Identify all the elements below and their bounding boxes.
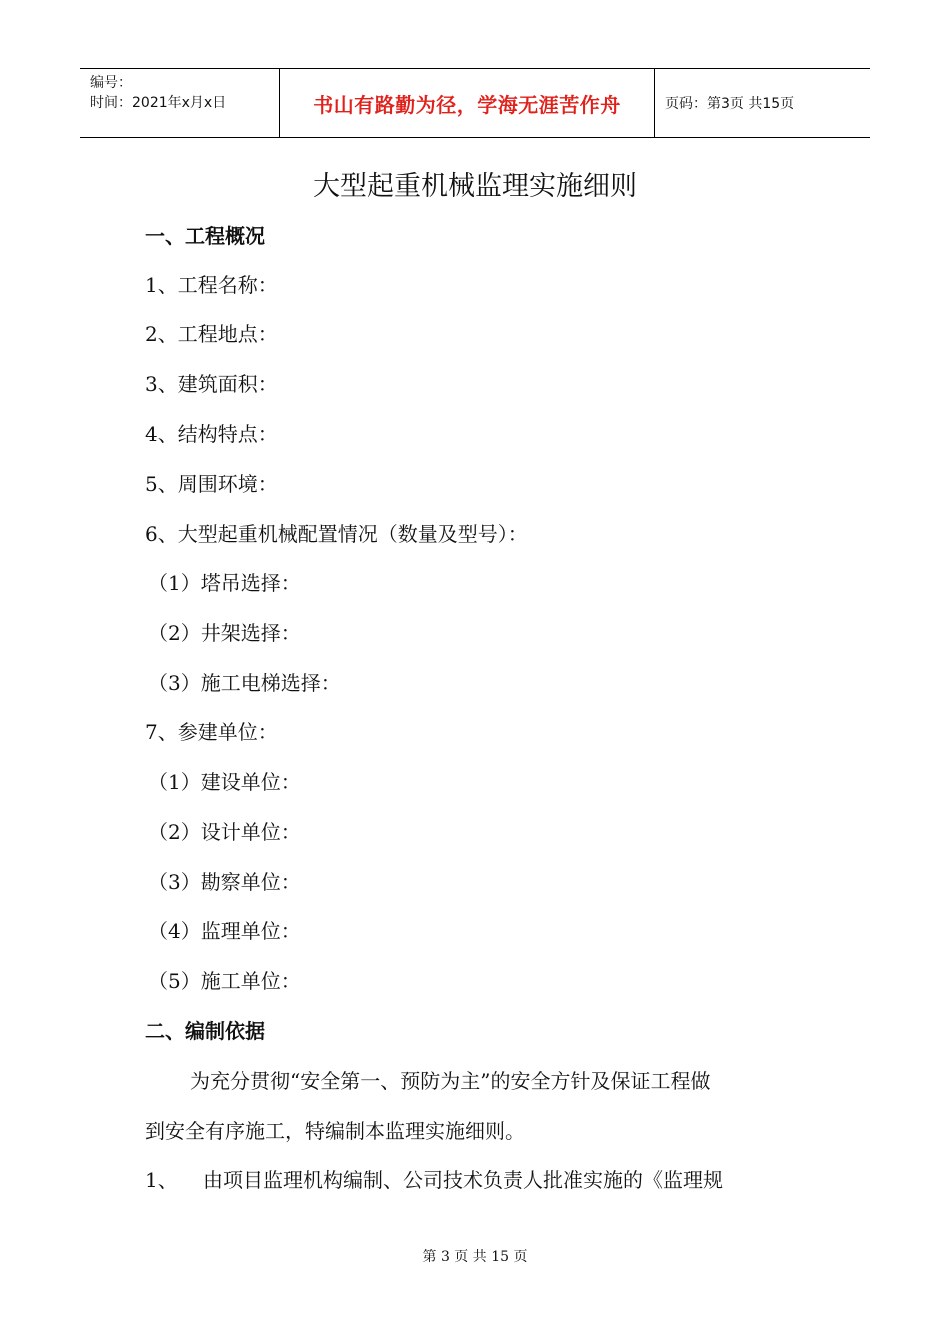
overview-item: 6、大型起重机械配置情况（数量及型号）： [145, 522, 528, 546]
header-page-info: 页码：第3页 共15页 [665, 96, 795, 112]
overview-item: 3、建筑面积： [145, 372, 278, 396]
document-title: 大型起重机械监理实施细则 [313, 171, 637, 202]
page-header [80, 68, 870, 138]
participants-label: 7、参建单位： [145, 720, 278, 744]
participant-item: （1）建设单位： [148, 770, 301, 794]
header-meta-cell [80, 69, 280, 137]
participant-item: （3）勘察单位： [148, 870, 301, 894]
machine-item: （1）塔吊选择： [148, 571, 301, 595]
basis-paragraph-line1: 为充分贯彻“安全第一、预防为主”的安全方针及保证工程做 [190, 1069, 711, 1093]
overview-item: 2、工程地点： [145, 322, 278, 346]
participant-item: （5）施工单位： [148, 969, 301, 993]
overview-item: 1、工程名称： [145, 273, 278, 297]
participant-item: （4）监理单位： [148, 919, 301, 943]
overview-item: 4、结构特点： [145, 422, 278, 446]
participant-item: （2）设计单位： [148, 820, 301, 844]
section1-heading: 一、工程概况 [145, 224, 265, 248]
header-number-label: 编号： [90, 75, 132, 91]
header-date-label: 时间：2021年x月x日 [90, 95, 227, 111]
header-motto: 书山有路勤为径，学海无涯苦作舟 [280, 69, 655, 137]
basis-paragraph-line2: 到安全有序施工，特编制本监理实施细则。 [145, 1119, 525, 1143]
machine-item: （3）施工电梯选择： [148, 671, 341, 695]
machine-item: （2）井架选择： [148, 621, 301, 645]
page-footer: 第 3 页 共 15 页 [422, 1249, 528, 1265]
basis-item1-number: 1、 [145, 1168, 178, 1192]
basis-item1-text: 由项目监理机构编制、公司技术负责人批准实施的《监理规 [203, 1168, 723, 1192]
overview-item: 5、周围环境： [145, 472, 278, 496]
section2-heading: 二、编制依据 [145, 1019, 265, 1043]
